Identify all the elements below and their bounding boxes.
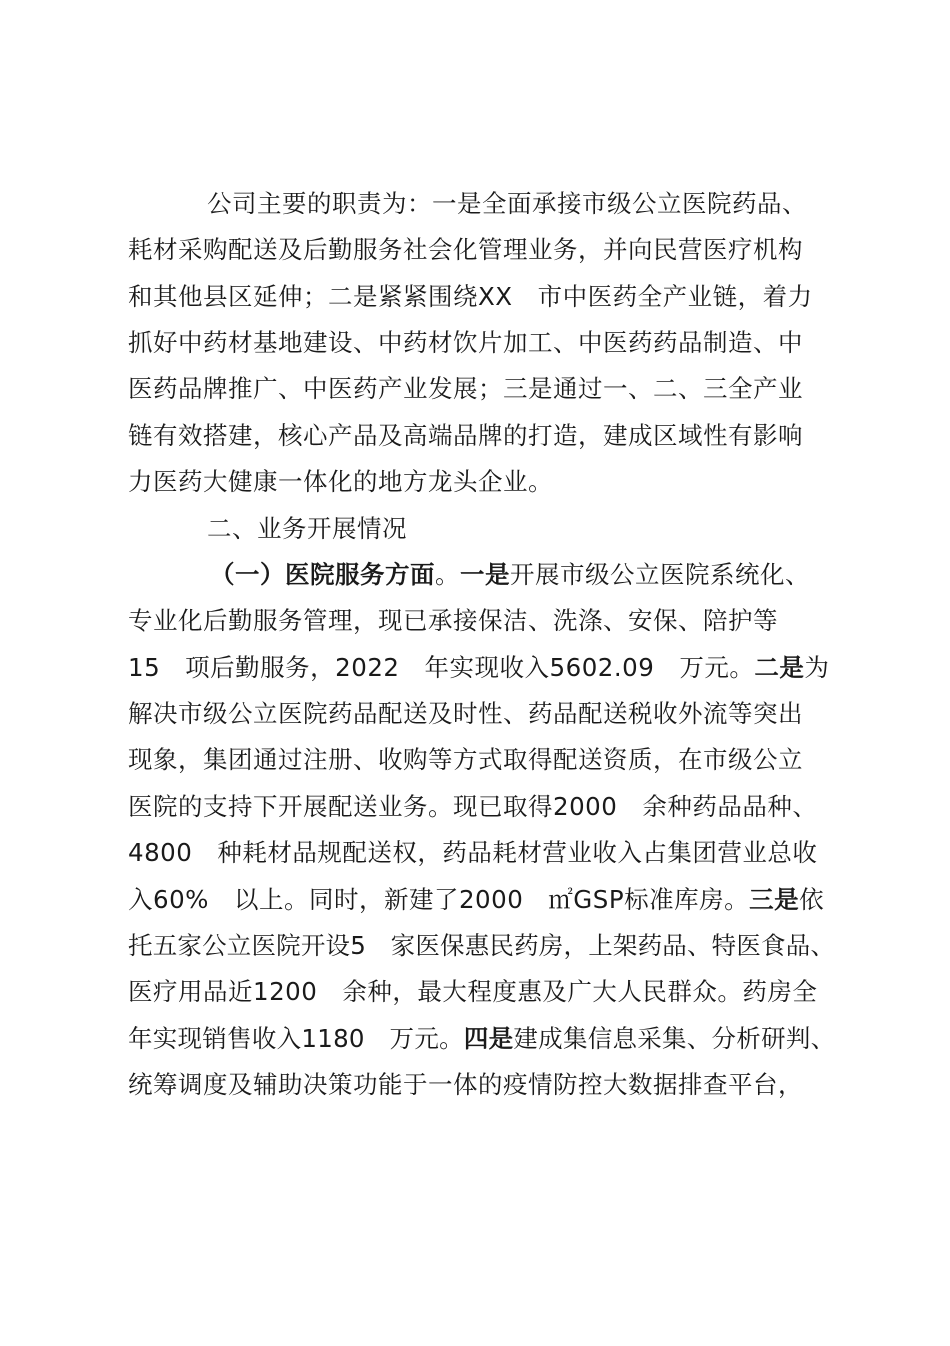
text-span: 抓好中药材基地建设、中药材饮片加工、中医药药品制造、中	[128, 328, 803, 357]
paragraph-2-line-5	[128, 737, 803, 783]
bold-marker: 四是	[463, 1024, 514, 1053]
paragraph-1-line-2	[128, 227, 803, 273]
text-span: 医药品牌推广、中医药产业发展；三是通过一、二、三全产业	[128, 374, 803, 403]
text-span: 为	[804, 653, 830, 682]
paragraph-2-line-12	[128, 1062, 803, 1108]
text-span: 专业化后勤服务管理，现已承接保洁、洗涤、安保、陪护等	[128, 606, 778, 635]
text-span: 医院的支持下开展配送业务。现已取得2000 余种药品品种、	[128, 792, 818, 821]
text-span: 公司主要的职责为：一是全面承接市级公立医院药品、	[207, 189, 807, 218]
paragraph-2-line-2	[128, 598, 778, 644]
paragraph-1-line-6	[128, 413, 803, 459]
section-heading	[207, 506, 407, 552]
paragraph-2-line-1	[210, 552, 810, 598]
text-span: 现象，集团通过注册、收购等方式取得配送资质，在市级公立	[128, 745, 803, 774]
subsection-heading: （一）医院服务方面	[210, 560, 435, 589]
text-span: 建成集信息采集、分析研判、	[513, 1024, 836, 1053]
bold-marker: 一是	[460, 560, 510, 589]
text-span: 耗材采购配送及后勤服务社会化管理业务，并向民营医疗机构	[128, 235, 803, 264]
paragraph-2-line-6	[128, 784, 817, 830]
text-span: 开展市级公立医院系统化、	[510, 560, 810, 589]
paragraph-2-line-8	[128, 877, 824, 923]
text-span: 和其他县区延伸；二是紧紧围绕XX 市中医药全产业链，着力	[128, 282, 813, 311]
text-span: 年实现销售收入1180 万元。	[128, 1024, 464, 1053]
text-span: 力医药大健康一体化的地方龙头企业。	[128, 467, 553, 496]
text-span: 统筹调度及辅助决策功能于一体的疫情防控大数据排查平台，	[128, 1070, 803, 1099]
paragraph-2-line-4	[128, 691, 803, 737]
section-heading-text: 二、业务开展情况	[207, 514, 407, 543]
text-span: 托五家公立医院开设5 家医保惠民药房，上架药品、特医食品、	[128, 931, 836, 960]
text-span: 依	[799, 885, 825, 914]
text-span: 链有效搭建，核心产品及高端品牌的打造，建成区域性有影响	[128, 421, 803, 450]
bold-marker: 二是	[754, 653, 805, 682]
paragraph-2-line-7	[128, 830, 817, 876]
paragraph-1-line-3	[128, 274, 813, 320]
text-span: 解决市级公立医院药品配送及时性、药品配送税收外流等突出	[128, 699, 803, 728]
text-span: 医疗用品近1200 余种，最大程度惠及广大人民群众。药房全	[128, 977, 818, 1006]
text-span: 4800 种耗材品规配送权，药品耗材营业收入占集团营业总收	[128, 838, 818, 867]
paragraph-1-line-5	[128, 366, 803, 412]
text-span: 入60% 以上。同时，新建了2000 ㎡GSP标准库房。	[128, 885, 750, 914]
text-span: 。	[435, 560, 460, 589]
paragraph-2-line-3	[128, 645, 829, 691]
paragraph-2-line-9	[128, 923, 835, 969]
paragraph-1-line-4	[128, 320, 803, 366]
paragraph-2-line-10	[128, 969, 817, 1015]
paragraph-2-line-11	[128, 1016, 835, 1062]
text-span: 15 项后勤服务，2022 年实现收入5602.09 万元。	[128, 653, 755, 682]
paragraph-1-line-1	[207, 181, 807, 227]
bold-marker: 三是	[749, 885, 800, 914]
paragraph-1-line-7	[128, 459, 553, 505]
